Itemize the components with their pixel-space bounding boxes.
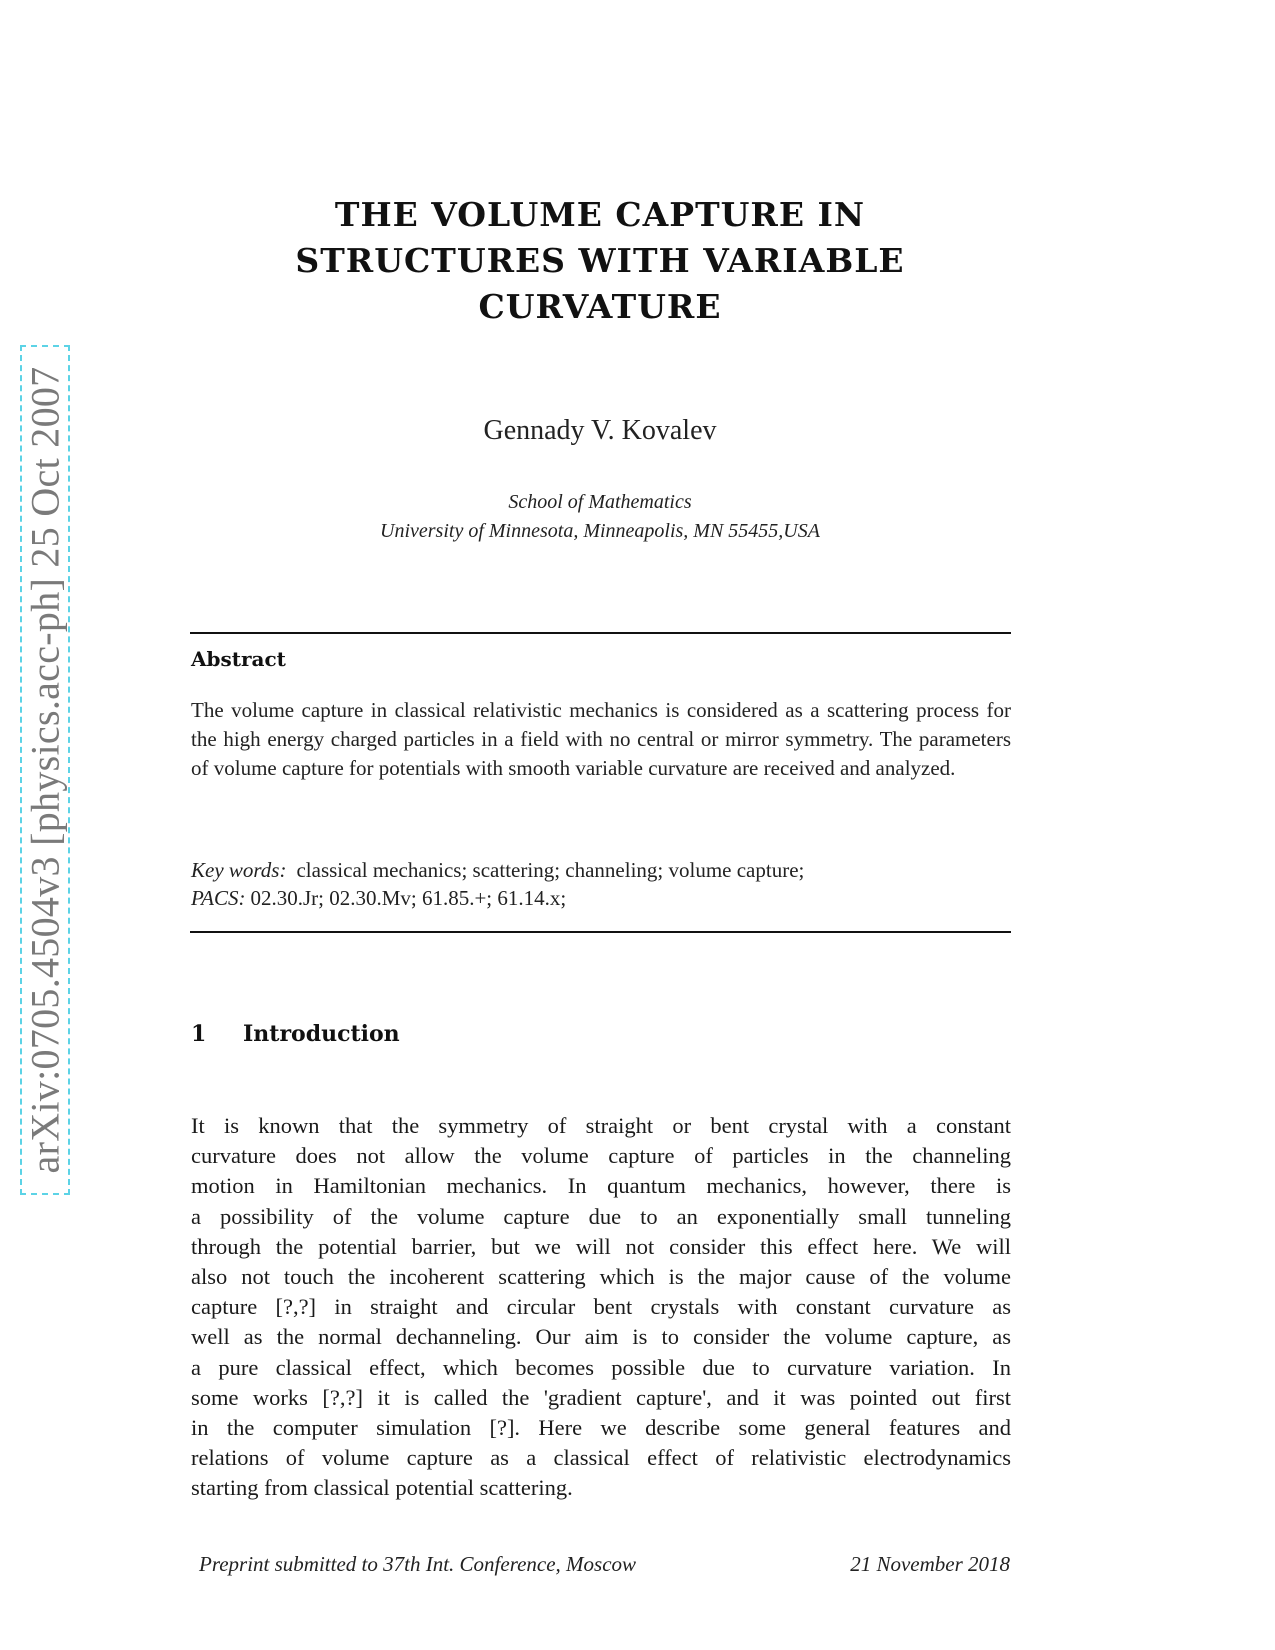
abstract-text: The volume capture in classical relativistic mechanics is considered as a scattering process for the high energy charged particles in a field with no central or mirror symmetry. The parameters of volume capture for potentials with smooth variable curvature are received and analyzed. (191, 698, 1011, 780)
paragraph-line: a pure classical effect, which becomes possible due to curvature variation. In (191, 1354, 1011, 1380)
paragraph-line: well as the normal dechanneling. Our aim is to consider the volume capture, as (191, 1324, 1011, 1350)
footer-preprint-note: Preprint submitted to 37th Int. Conference, Moscow (199, 1552, 637, 1576)
section-heading (191, 1021, 400, 1047)
title-line: CURVATURE (478, 287, 722, 326)
abstract-top-rule (190, 632, 1011, 634)
pacs-line (191, 884, 1011, 912)
arxiv-identifier: arXiv:0705.4504v3 [physics.acc-ph] 25 Oct 2007 (22, 366, 68, 1174)
pacs-value: 02.30.Jr; 02.30.Mv; 61.85.+; 61.14.x; (250, 886, 567, 910)
paragraph-line: capture [?,?] in straight and circular bent crystals with constant curvature as (191, 1294, 1011, 1320)
keywords-value: classical mechanics; scattering; channeling; volume capture; (296, 858, 805, 882)
keywords-block (191, 856, 1011, 912)
arxiv-stamp (20, 345, 70, 1195)
title-line: THE VOLUME CAPTURE IN (334, 195, 866, 234)
paragraph-line: some works [?,?] it is called the 'gradient capture', and it was pointed out first (191, 1384, 1011, 1410)
affiliation-university: University of Minnesota, Minneapolis, MN 55455,USA (380, 520, 820, 542)
paragraph-line: motion in Hamiltonian mechanics. In quantum mechanics, however, there is (191, 1173, 1011, 1199)
pacs-label: PACS: (191, 886, 246, 910)
keywords-label: Key words: (191, 858, 287, 882)
paragraph-line: It is known that the symmetry of straight or bent crystal with a constant (191, 1113, 1011, 1138)
author-name: Gennady V. Kovalev (483, 415, 717, 446)
footer-date: 21 November 2018 (850, 1552, 1010, 1576)
section-title: Introduction (243, 1021, 400, 1047)
paragraph-line: also not touch the incoherent scattering which is the major cause of the volume (191, 1263, 1011, 1289)
paragraph-line: a possibility of the volume capture due to an exponentially small tunneling (191, 1203, 1011, 1229)
section-number: 1 (191, 1021, 207, 1047)
affiliation-school: School of Mathematics (508, 491, 692, 513)
title-line: STRUCTURES WITH VARIABLE (295, 241, 905, 280)
paragraph-line: curvature does not allow the volume capture of particles in the channeling (191, 1143, 1011, 1169)
paper-title (240, 192, 960, 330)
paragraph-line: starting from classical potential scattering. (191, 1475, 573, 1501)
abstract-heading: Abstract (191, 647, 286, 671)
affiliation (240, 488, 960, 546)
paragraph-line: relations of volume capture as a classical effect of relativistic electrodynamics (191, 1445, 1011, 1471)
paragraph-line: in the computer simulation [?]. Here we describe some general features and (191, 1414, 1011, 1440)
abstract-bottom-rule (190, 931, 1011, 933)
introduction-paragraph (191, 1111, 1011, 1503)
keywords-line (191, 856, 1011, 884)
paragraph-line: through the potential barrier, but we will not consider this effect here. We will (191, 1233, 1011, 1259)
